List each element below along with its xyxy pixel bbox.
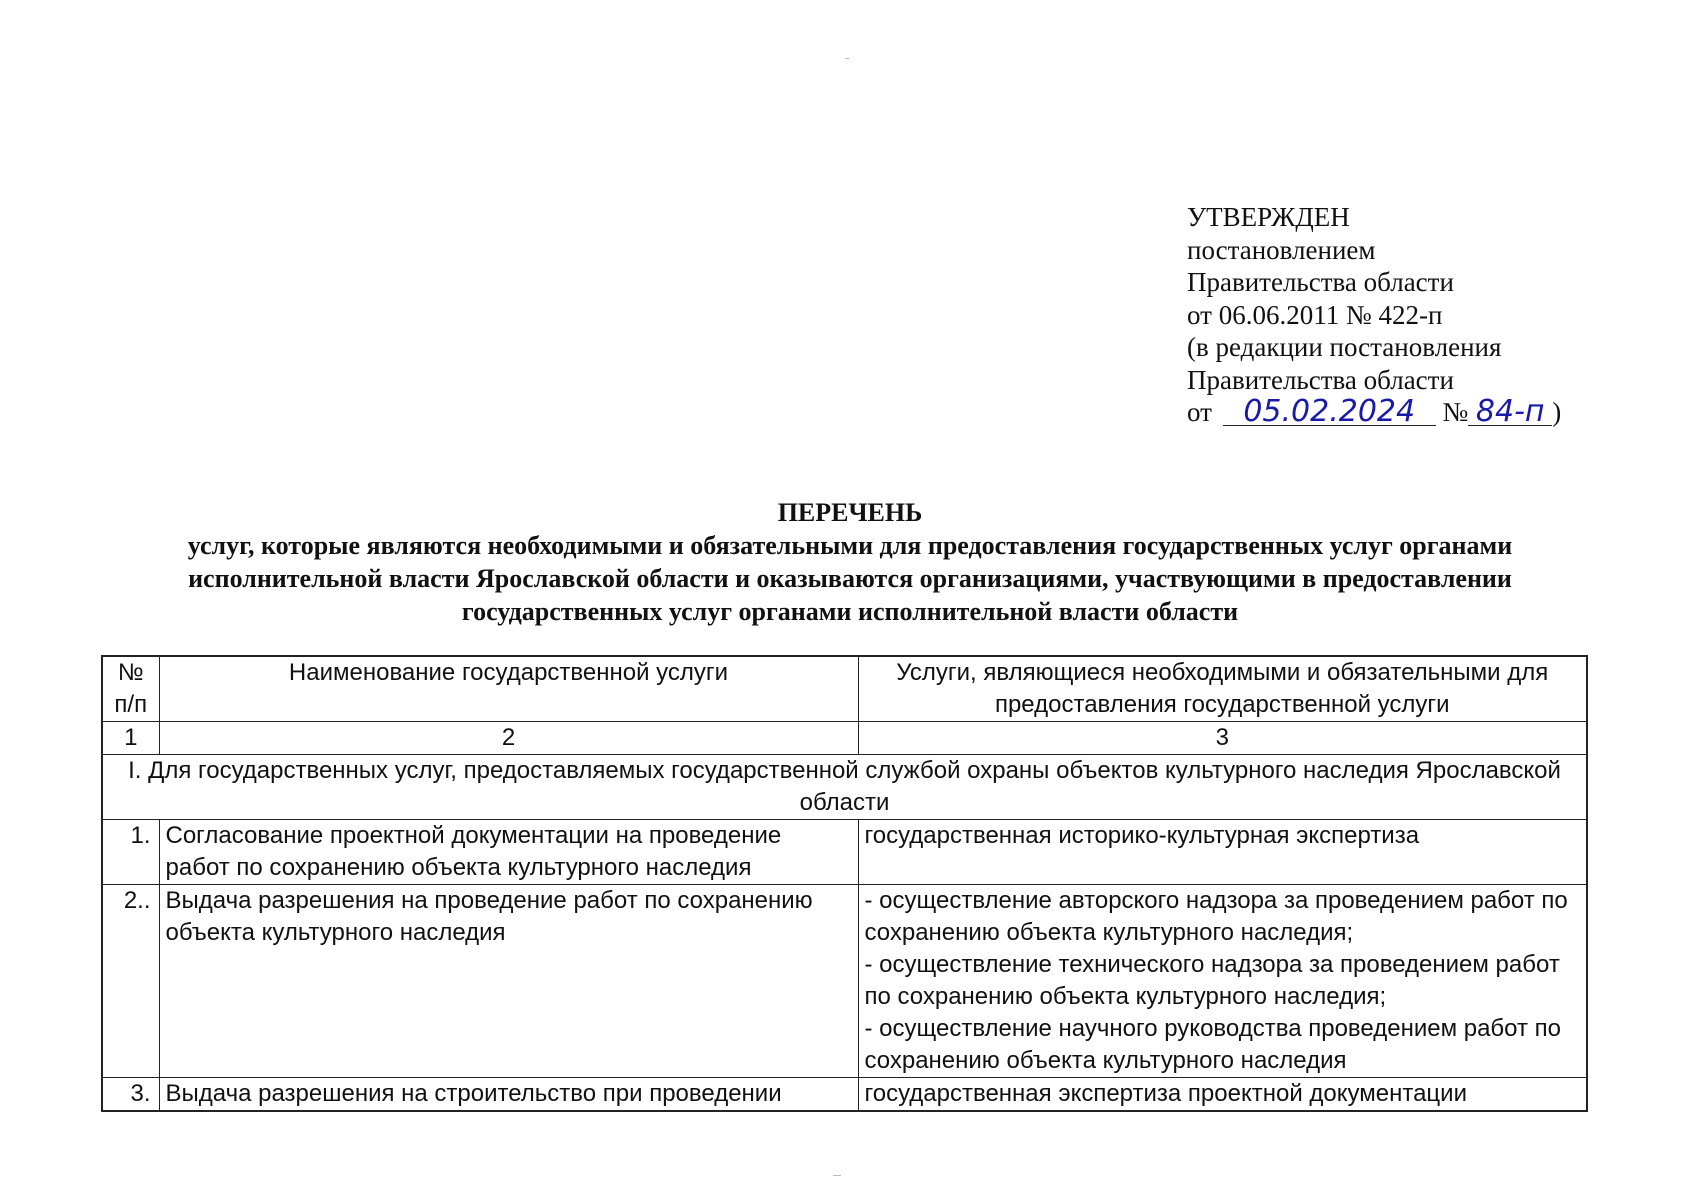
approval-title: УТВЕРЖДЕН [1187,202,1350,232]
scan-mark-top [845,58,849,59]
row-service-name: Выдача разрешения на проведение работ по сохранению объекта культурного наследия [159,885,858,1078]
services-table [101,655,1588,1112]
required-item: - осуществление технического надзора за проведением работ по сохранению объекта культурного наследия; [864,951,1560,1010]
required-item: государственная экспертиза проектной документации [864,1080,1467,1107]
approval-stamp [1187,201,1561,429]
column-number: 1 [102,722,159,755]
table-row [102,820,1587,885]
approval-line: (в редакции постановления [1187,332,1502,362]
document-title [100,496,1600,628]
number-label: № [1442,397,1469,427]
table-row [102,885,1587,1078]
row-required-services [858,820,1587,885]
scan-mark-bottom [833,1175,841,1176]
approval-line: Правительства области [1187,364,1454,395]
header-number: № п/п [102,656,159,722]
approval-line: постановлением [1187,234,1376,265]
handwritten-number: 84-п [1468,399,1552,426]
row-service-name: Согласование проектной документации на проведение работ по сохранению объекта культурного наследия [159,820,858,885]
header-required-services: Услуги, являющиеся необходимыми и обязательными для предоставления государственной услуги [858,656,1587,722]
row-number: 1. [102,820,159,885]
column-number: 2 [159,722,858,755]
section-row [102,755,1587,820]
row-required-services [858,1078,1587,1112]
approval-amendment-line [1187,396,1561,429]
approval-line: от 06.06.2011 № 422-п [1187,299,1443,330]
column-number: 3 [858,722,1587,755]
row-number: 3. [102,1078,159,1112]
handwritten-date: 05.02.2024 [1223,399,1436,426]
required-item: государственная историко-культурная экспертиза [864,822,1420,849]
title-subtitle: услуг, которые являются необходимыми и обязательными для предоставления государственных услуг органами исполнительной власти Ярославской области и оказываются организациями, участвующими в предоставлении государственных услуг органами исполнительной власти области [187,531,1513,626]
title-main: ПЕРЕЧЕНЬ [777,498,923,527]
column-numbers-row [102,722,1587,755]
row-required-services [858,885,1587,1078]
approval-prefix: от [1187,397,1212,427]
header-service-name: Наименование государственной услуги [159,656,858,722]
table-header-row [102,656,1587,722]
required-item: - осуществление научного руководства проведением работ по сохранению объекта культурного наследия [864,1015,1562,1074]
section-heading: I. Для государственных услуг, предоставляемых государственной службой охраны объектов культурного наследия Ярославской области [102,755,1587,820]
approval-line: Правительства области [1187,267,1454,297]
closing-paren: ) [1552,397,1562,427]
row-service-name: Выдача разрешения на строительство при проведении [159,1078,858,1112]
row-number: 2.. [102,885,159,1078]
table-row [102,1078,1587,1112]
required-item: - осуществление авторского надзора за проведением работ по сохранению объекта культурного наследия; [864,887,1568,946]
